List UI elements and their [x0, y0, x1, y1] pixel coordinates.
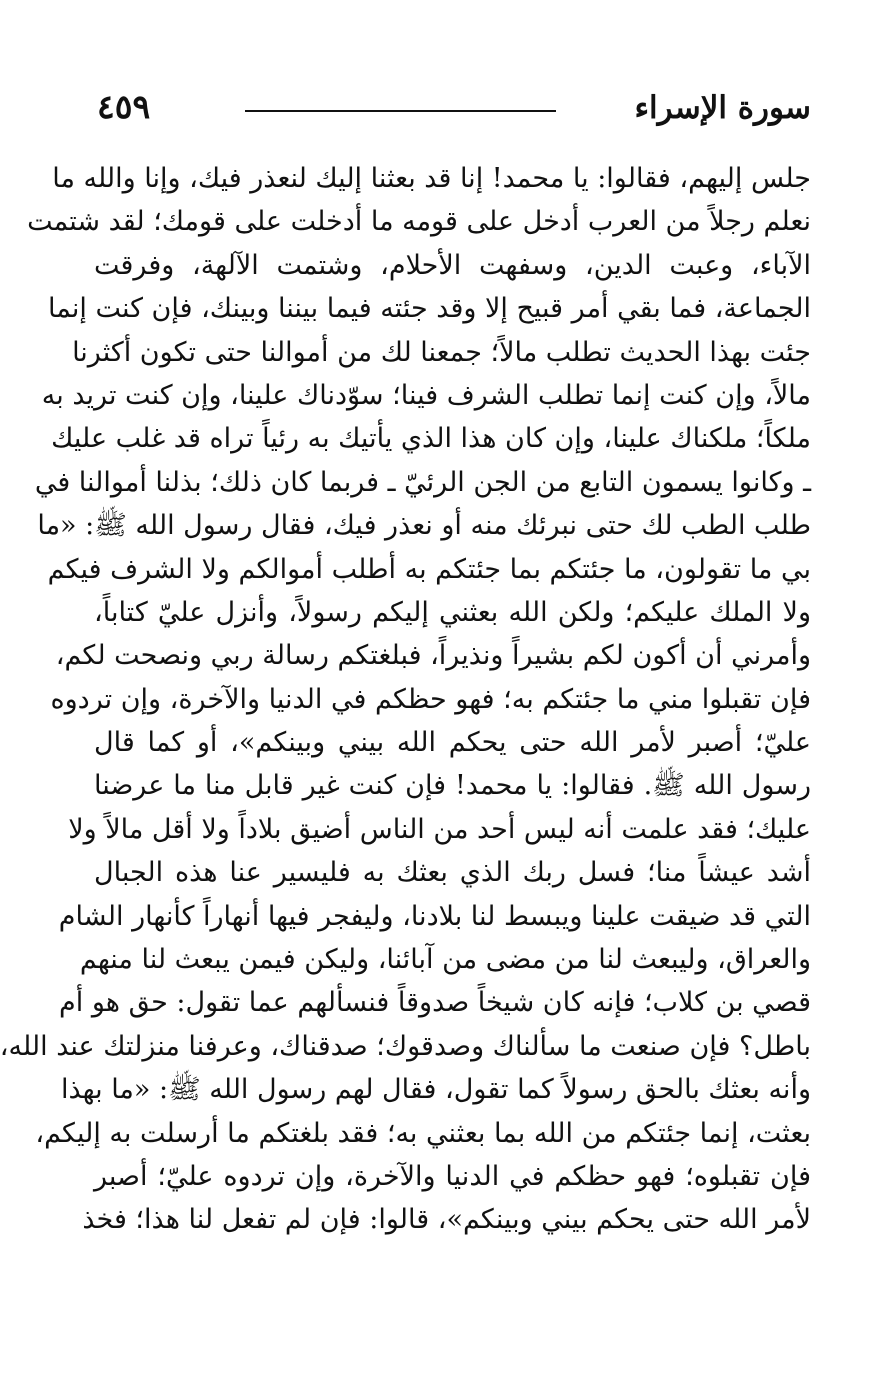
text-line: باطل؟ فإن صنعت ما سألناك وصدقوك؛ صدقناك، وعرفنا منزلتك عند الله،: [0, 1030, 811, 1062]
text-line: مالاً، وإن كنت إنما تطلب الشرف فينا؛ سوّدناك علينا، وإن كنت تريد به: [41, 379, 811, 411]
text-line: جلس إليهم، فقالوا: يا محمد! إنا قد بعثنا إليك لنعذر فيك، وإنا والله ما: [52, 163, 811, 194]
body-text: [0, 157, 811, 1242]
header-rule: [245, 110, 556, 112]
text-line: فإن تقبلوه؛ فهو حظكم في الدنيا والآخرة، وإن تردوه عليّ؛ أصبر: [94, 1160, 811, 1192]
page-number: ٤٥٩: [97, 87, 151, 126]
text-line: عليّ؛ أصبر لأمر الله حتى يحكم الله بيني وبينكم»، أو كما قال: [94, 727, 811, 759]
text-line: الجماعة، فما بقي أمر قبيح إلا وقد جئته فيما بيننا وبينك، فإن كنت إنما: [48, 293, 811, 325]
text-line: ملكاً؛ ملكناك علينا، وإن كان هذا الذي يأتيك به رئياً تراه قد غلب عليك: [51, 423, 811, 455]
text-line: نعلم رجلاً من العرب أدخل على قومه ما أدخلت على قومك؛ لقد شتمت: [27, 206, 811, 238]
page-header: [97, 84, 811, 132]
text-line: التي قد ضيقت علينا ويبسط لنا بلادنا، وليفجر فيها أنهاراً كأنهار الشام: [58, 900, 811, 932]
text-line: بي ما تقولون، ما جئتكم بما جئتكم به أطلب أموالكم ولا الشرف فيكم: [47, 553, 811, 585]
text-line: فإن تقبلوا مني ما جئتكم به؛ فهو حظكم في الدنيا والآخرة، وإن تردوه: [50, 683, 811, 715]
text-line: رسول الله ﷺ. فقالوا: يا محمد! فإن كنت غير قابل منا ما عرضنا: [94, 770, 811, 802]
surah-title: سورة الإسراء: [634, 90, 811, 126]
text-line: وأمرني أن أكون لكم بشيراً ونذيراً، فبلغتكم رسالة ربي ونصحت لكم،: [55, 640, 811, 672]
text-line: والعراق، وليبعث لنا من مضى من آبائنا، وليكن فيمن يبعث لنا منهم: [79, 944, 811, 976]
text-line: جئت بهذا الحديث تطلب مالاً؛ جمعنا لك من أموالنا حتى تكون أكثرنا: [72, 336, 811, 368]
text-line: ولا الملك عليكم؛ ولكن الله بعثني إليكم رسولاً، وأنزل عليّ كتاباً،: [94, 596, 811, 628]
text-line: بعثت، إنما جئتكم من الله بما بعثني به؛ فقد بلغتكم ما أرسلت به إليكم،: [35, 1117, 811, 1149]
text-line: الآباء، وعبت الدين، وسفهت الأحلام، وشتمت الآلهة، وفرقت: [94, 249, 811, 281]
text-line: قصي بن كلاب؛ فإنه كان شيخاً صدوقاً فنسألهم عما تقول: حق هو أم: [59, 987, 811, 1019]
text-line: طلب الطب لك حتى نبرئك منه أو نعذر فيك، فقال رسول الله ﷺ: «ما: [37, 510, 811, 542]
text-line: عليك؛ فقد علمت أنه ليس أحد من الناس أضيق بلاداً ولا أقل مالاً ولا: [68, 813, 811, 845]
text-line: وأنه بعثك بالحق رسولاً كما تقول، فقال لهم رسول الله ﷺ: «ما بهذا: [60, 1074, 811, 1106]
text-line: لأمر الله حتى يحكم بيني وبينكم»، قالوا: فإن لم تفعل لنا هذا؛ فخذ: [82, 1204, 811, 1236]
text-line: ـ وكانوا يسمون التابع من الجن الرئيّ ـ فربما كان ذلك؛ بذلنا أموالنا في: [34, 466, 811, 498]
text-line: أشد عيشاً منا؛ فسل ربك الذي بعثك به فليسير عنا هذه الجبال: [94, 857, 811, 889]
